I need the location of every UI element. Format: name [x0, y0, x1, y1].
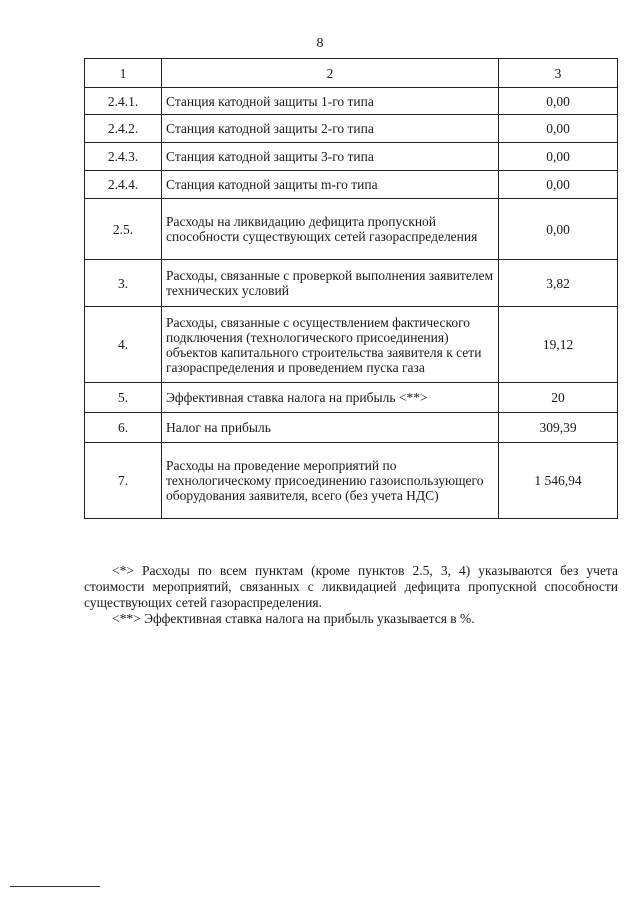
row-number: 4.	[85, 307, 162, 383]
row-description: Станция катодной защиты 1-го типа	[162, 88, 499, 115]
row-description: Станция катодной защиты 2-го типа	[162, 115, 499, 143]
table-row	[85, 443, 618, 519]
footnote-1: <*> Расходы по всем пунктам (кроме пунктов 2.5, 3, 4) указываются без учета стоимости мероприятий, связанных с ликвидацией дефицита пропускной способности существующих сетей газораспределения.	[84, 563, 618, 610]
row-value: 309,39	[499, 413, 618, 443]
table-row	[85, 260, 618, 307]
table-row	[85, 143, 618, 171]
footnotes	[84, 563, 618, 627]
table-row	[85, 171, 618, 199]
row-number: 2.4.2.	[85, 115, 162, 143]
row-number: 6.	[85, 413, 162, 443]
row-number: 3.	[85, 260, 162, 307]
row-number: 2.5.	[85, 199, 162, 260]
table-row	[85, 307, 618, 383]
table-header-row	[85, 59, 618, 88]
header-col-2: 2	[162, 59, 499, 88]
row-value: 20	[499, 383, 618, 413]
table-row	[85, 413, 618, 443]
cost-table	[84, 58, 618, 519]
row-value: 3,82	[499, 260, 618, 307]
row-value: 0,00	[499, 199, 618, 260]
row-value: 0,00	[499, 88, 618, 115]
row-value: 0,00	[499, 115, 618, 143]
table-row	[85, 383, 618, 413]
table-row	[85, 115, 618, 143]
row-number: 7.	[85, 443, 162, 519]
row-description: Эффективная ставка налога на прибыль <**>	[162, 383, 499, 413]
header-col-1: 1	[85, 59, 162, 88]
row-number: 2.4.1.	[85, 88, 162, 115]
footnote-2: <**> Эффективная ставка налога на прибыль указывается в %.	[112, 611, 475, 626]
row-description: Налог на прибыль	[162, 413, 499, 443]
row-value: 19,12	[499, 307, 618, 383]
row-description: Расходы на ликвидацию дефицита пропускной способности существующих сетей газораспределения	[162, 199, 499, 260]
table-row	[85, 199, 618, 260]
table-row	[85, 88, 618, 115]
row-value: 1 546,94	[499, 443, 618, 519]
row-description: Станция катодной защиты m-го типа	[162, 171, 499, 199]
page-number: 8	[316, 36, 324, 51]
row-value: 0,00	[499, 171, 618, 199]
header-col-3: 3	[499, 59, 618, 88]
row-number: 2.4.3.	[85, 143, 162, 171]
row-description: Станция катодной защиты 3-го типа	[162, 143, 499, 171]
row-description: Расходы, связанные с проверкой выполнения заявителем технических условий	[162, 260, 499, 307]
row-description: Расходы на проведение мероприятий по технологическому присоединению газоиспользующего оборудования заявителя, всего (без учета НДС)	[162, 443, 499, 519]
row-number: 5.	[85, 383, 162, 413]
row-number: 2.4.4.	[85, 171, 162, 199]
footer-divider	[10, 886, 100, 887]
row-description: Расходы, связанные с осуществлением фактического подключения (технологического присоединения) объектов капитального строительства заявителя к сети газораспределения и проведением пуска газа	[162, 307, 499, 383]
row-value: 0,00	[499, 143, 618, 171]
